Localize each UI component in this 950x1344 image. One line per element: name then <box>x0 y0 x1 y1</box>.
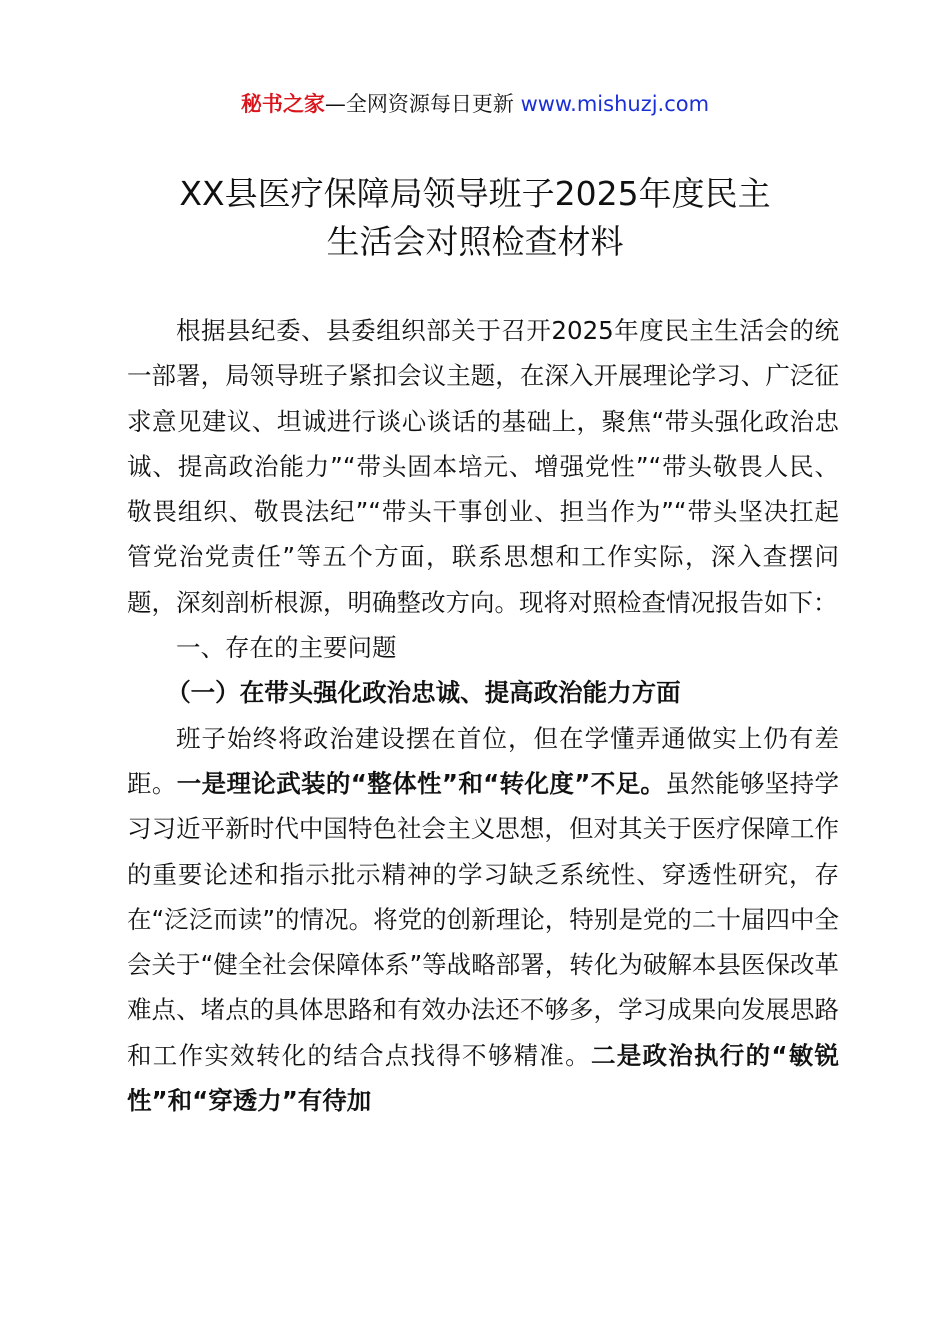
intro-paragraph: 根据县纪委、县委组织部关于召开2025年度民主生活会的统一部署，局领导班子紧扣会议主题，在深入开展理论学习、广泛征求意见建议、坦诚进行谈心谈话的基础上，聚焦“带头强化政治忠诚、提高政治能力”“带头固本培元、增强党性”“带头敬畏人民、敬畏组织、敬畏法纪”“带头干事创业、担当作为”“带头坚决扛起管党治党责任”等五个方面，联系思想和工作实际，深入查摆问题，深刻剖析根源，明确整改方向。现将对照检查情况报告如下： <box>127 316 839 617</box>
brand-name[interactable]: 秘书之家 <box>240 92 325 116</box>
section-heading: 一、存在的主要问题 <box>176 633 397 663</box>
header-tagline: —全网资源每日更新 <box>324 92 521 116</box>
subsection-heading: （一）在带头强化政治忠诚、提高政治能力方面 <box>166 678 681 708</box>
document-body <box>127 308 839 1123</box>
title-line-1: XX县医疗保障局领导班子2025年度民主 <box>179 174 771 213</box>
paragraph-text: 虽然能够坚持学习习近平新时代中国特色社会主义思想，但对其关于医疗保障工作的重要论述和指示批示精神的学习缺乏系统性、穿透性研究，存在“泛泛而读”的情况。将党的创新理论，特别是党的二十届四中全会关于“健全社会保障体系”等战略部署，转化为破解本县医保改革难点、堵点的具体思路和有效办法还不够多，学习成果向发展思路和工作实效转化的结合点找得不够精准。 <box>127 768 840 1070</box>
title-line-2: 生活会对照检查材料 <box>326 222 624 261</box>
document-title <box>100 170 850 266</box>
bold-point-one: 一是理论武装的“整体性”和“转化度”不足。 <box>176 768 666 798</box>
site-header <box>0 88 950 120</box>
site-url-link[interactable]: www.mishuzj.com <box>520 92 710 116</box>
body-paragraph <box>127 716 839 1124</box>
bold-point-two: 二是政治执行的“敏锐性”和“穿透力”有待加 <box>127 1040 840 1116</box>
paragraph-text: 班子始终将政治建设摆在首位，但在学懂弄通做实上仍有差距。 <box>127 723 839 798</box>
